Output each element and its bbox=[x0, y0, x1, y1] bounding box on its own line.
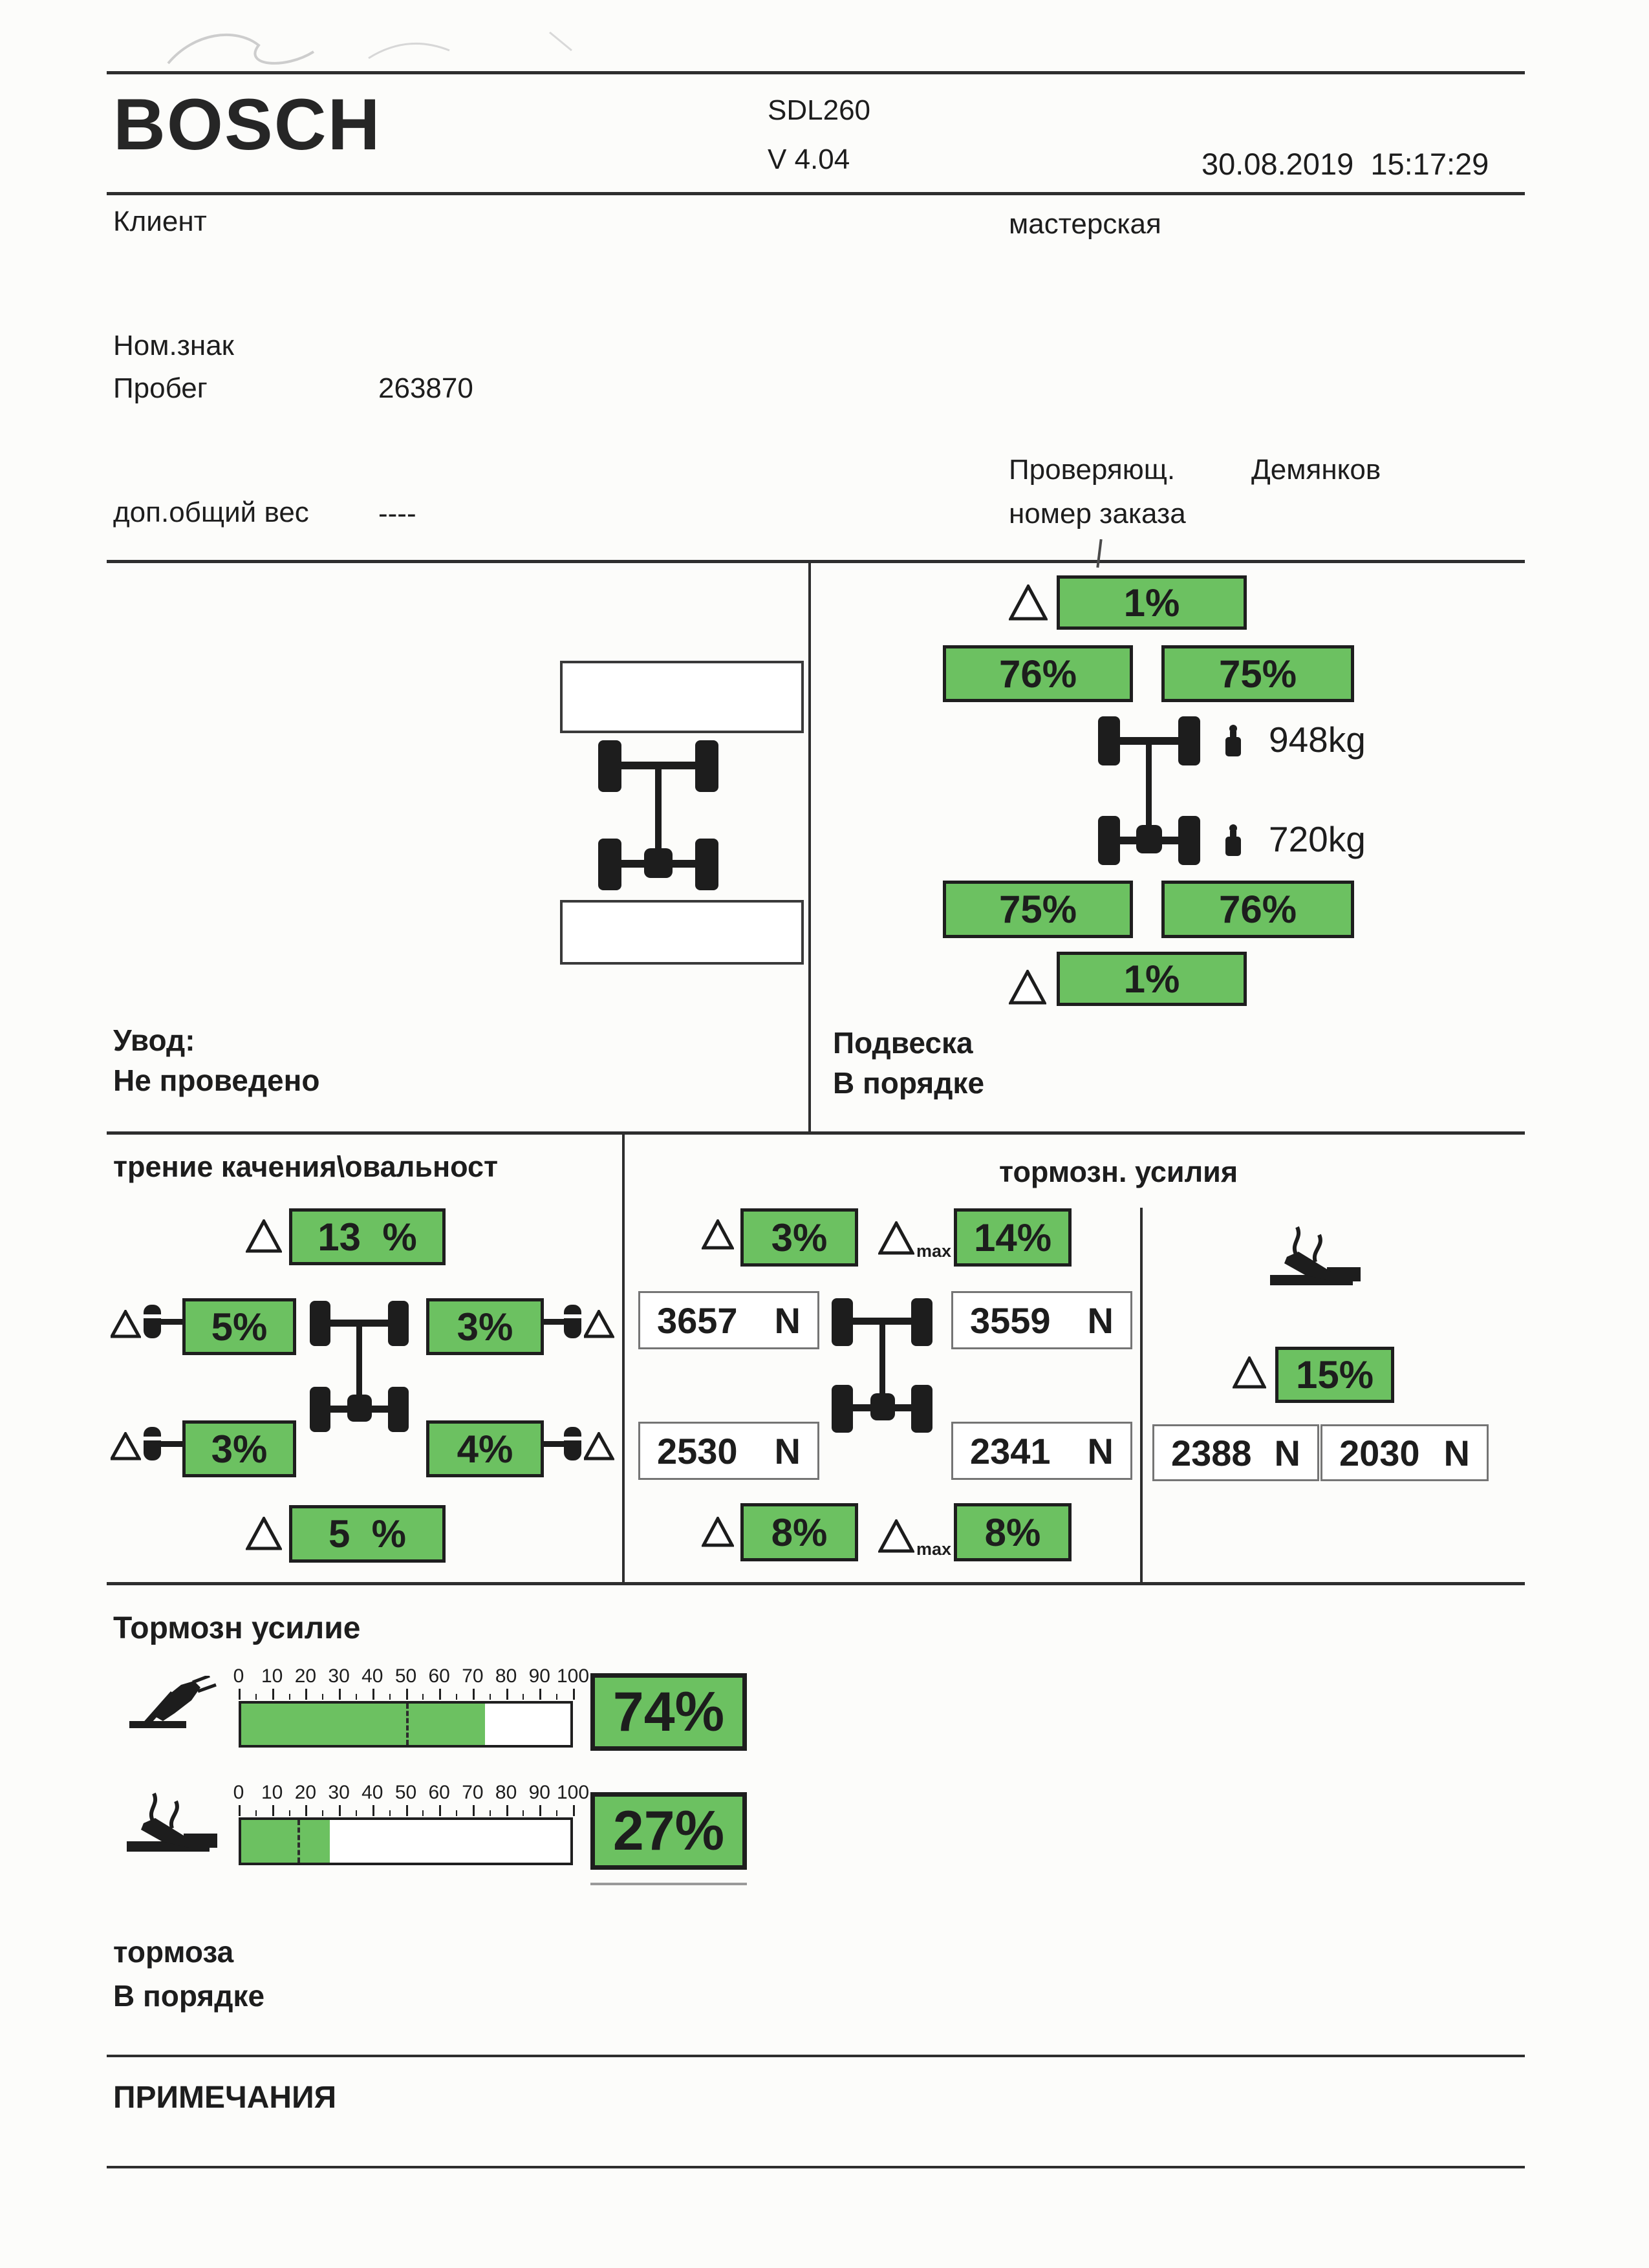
drift-bottom-plate-box bbox=[560, 900, 804, 965]
brakes-label: тормоза bbox=[113, 1935, 234, 1969]
rule-notes-top bbox=[107, 2055, 1525, 2057]
roller-stick bbox=[544, 1319, 565, 1325]
suspension-axle2-weight: 720kg bbox=[1269, 819, 1366, 859]
roller-icon bbox=[144, 1427, 161, 1460]
rolling-axle1-imbalance: 13 % bbox=[289, 1208, 446, 1265]
service-brake-marker bbox=[406, 1704, 409, 1745]
roller-stick bbox=[161, 1319, 182, 1325]
inspector-label: Проверяющ. bbox=[1009, 454, 1176, 486]
scan-shadow bbox=[590, 1883, 747, 1885]
delta-icon bbox=[584, 1432, 614, 1460]
parking-brake-marker bbox=[297, 1820, 300, 1863]
mileage-value: 263870 bbox=[378, 372, 473, 404]
parking-left-force bbox=[1152, 1424, 1319, 1481]
drift-top-plate-box bbox=[560, 661, 804, 733]
rolling-axle2-right: 4% bbox=[426, 1420, 544, 1477]
parking-brake-pedal-icon bbox=[124, 1790, 221, 1854]
rule-section2-top bbox=[107, 1131, 1525, 1135]
divider-lower-right bbox=[1140, 1208, 1143, 1583]
rule-top bbox=[107, 71, 1525, 74]
mileage-label: Пробег bbox=[113, 372, 208, 404]
suspension-axle2-imbalance: 1% bbox=[1057, 952, 1247, 1006]
inspector-value: Демянков bbox=[1251, 454, 1381, 486]
delta-icon bbox=[1009, 970, 1046, 1005]
rolling-axle2-imbalance: 5 % bbox=[289, 1505, 446, 1563]
delta-icon bbox=[246, 1219, 282, 1253]
parking-right-force bbox=[1320, 1424, 1489, 1481]
delta-icon bbox=[111, 1310, 141, 1338]
force-unit: N bbox=[1087, 1430, 1114, 1471]
weight-icon bbox=[1223, 824, 1243, 857]
brake-axle1-right-force bbox=[951, 1291, 1132, 1349]
drift-status: Не проведено bbox=[113, 1064, 320, 1097]
delta-icon bbox=[584, 1310, 614, 1338]
force-unit: N bbox=[1443, 1432, 1470, 1473]
workshop-label: мастерская bbox=[1009, 208, 1161, 240]
roller-icon bbox=[564, 1305, 581, 1338]
brake-axle2-left-force bbox=[638, 1422, 819, 1480]
delta-icon bbox=[1233, 1356, 1266, 1389]
suspension-axle1-weight: 948kg bbox=[1269, 720, 1366, 760]
parking-imbalance: 15% bbox=[1275, 1347, 1394, 1403]
device-version: V 4.04 bbox=[768, 144, 850, 175]
brake-axle2-max-imbalance: 8% bbox=[954, 1503, 1072, 1561]
parking-brake-percent: 27% bbox=[590, 1792, 747, 1870]
report-datetime: 30.08.2019 15:17:29 bbox=[1202, 147, 1489, 181]
divider-middle bbox=[808, 561, 811, 1133]
bar1-scale-labels: 0 10 20 30 40 50 60 70 80 90 100 bbox=[233, 1665, 590, 1687]
force-value: 2341 bbox=[970, 1430, 1051, 1471]
rule-section2-bottom bbox=[107, 1582, 1525, 1585]
force-unit: N bbox=[774, 1300, 801, 1341]
force-unit: N bbox=[1087, 1300, 1114, 1341]
brake-axle1-left-force bbox=[638, 1291, 819, 1349]
rolling-friction-title: трение качения\овальност bbox=[113, 1150, 499, 1183]
plate-label: Ном.знак bbox=[113, 330, 234, 361]
gross-weight-value: ---- bbox=[378, 498, 416, 530]
delta-icon bbox=[246, 1517, 282, 1550]
bar2-scale-ticks bbox=[239, 1805, 573, 1816]
force-value: 2530 bbox=[657, 1430, 738, 1471]
brake-forces-title: тормозн. усилия bbox=[999, 1155, 1238, 1188]
suspension-axle1-right: 75% bbox=[1161, 645, 1354, 702]
force-value: 3657 bbox=[657, 1300, 738, 1341]
weight-icon bbox=[1223, 724, 1243, 758]
force-unit: N bbox=[774, 1430, 801, 1471]
brake-axle1-max-imbalance: 14% bbox=[954, 1208, 1072, 1267]
notes-title: ПРИМЕЧАНИЯ bbox=[113, 2081, 337, 2115]
rule-section1-top bbox=[107, 560, 1525, 563]
rolling-axle2-left: 3% bbox=[182, 1420, 296, 1477]
rule-notes-bottom bbox=[107, 2166, 1525, 2168]
force-value: 3559 bbox=[970, 1300, 1051, 1341]
force-unit: N bbox=[1274, 1432, 1300, 1473]
brake-bars-title: Тормозн усилие bbox=[113, 1611, 361, 1645]
max-label: max bbox=[916, 1539, 952, 1559]
service-brake-fill bbox=[241, 1704, 485, 1745]
brake-axle2-imbalance: 8% bbox=[740, 1503, 858, 1561]
gross-weight-label: доп.общий вес bbox=[113, 497, 309, 528]
bar1-scale-ticks bbox=[239, 1689, 573, 1700]
delta-max-icon bbox=[878, 1519, 914, 1553]
pen-tick-mark bbox=[1096, 539, 1102, 568]
device-name: SDL260 bbox=[768, 94, 871, 126]
brake-axle1-imbalance: 3% bbox=[740, 1208, 858, 1267]
order-number-label: номер заказа bbox=[1009, 498, 1186, 530]
brakes-status: В порядке bbox=[113, 1979, 265, 2013]
roller-stick bbox=[161, 1441, 182, 1447]
force-value: 2030 bbox=[1339, 1432, 1420, 1473]
parking-brake-bar bbox=[239, 1817, 573, 1865]
client-label: Клиент bbox=[113, 206, 207, 237]
suspension-axle1-imbalance: 1% bbox=[1057, 575, 1247, 630]
service-brake-bar bbox=[239, 1701, 573, 1748]
delta-icon bbox=[111, 1432, 141, 1460]
suspension-axle2-right: 76% bbox=[1161, 881, 1354, 938]
rolling-axle1-right: 3% bbox=[426, 1298, 544, 1355]
divider-lower-left bbox=[622, 1133, 625, 1583]
suspension-status: В порядке bbox=[833, 1066, 985, 1100]
parking-brake-pedal-icon bbox=[1267, 1223, 1364, 1288]
rule-header bbox=[107, 192, 1525, 195]
suspension-label: Подвеска bbox=[833, 1026, 973, 1060]
suspension-axle2-left: 75% bbox=[943, 881, 1133, 938]
service-brake-percent: 74% bbox=[590, 1673, 747, 1751]
delta-icon bbox=[702, 1219, 734, 1250]
parking-brake-fill bbox=[241, 1820, 330, 1863]
roller-icon bbox=[564, 1427, 581, 1460]
roller-icon bbox=[144, 1305, 161, 1338]
delta-icon bbox=[702, 1517, 734, 1547]
delta-max-icon bbox=[878, 1221, 914, 1255]
rolling-axle1-left: 5% bbox=[182, 1298, 296, 1355]
bosch-logo: BOSCH bbox=[113, 84, 382, 165]
bar2-scale-labels: 0 10 20 30 40 50 60 70 80 90 100 bbox=[233, 1782, 590, 1803]
drift-label: Увод: bbox=[113, 1023, 195, 1057]
delta-icon bbox=[1009, 584, 1048, 621]
brake-axle2-right-force bbox=[951, 1422, 1132, 1480]
suspension-axle1-left: 76% bbox=[943, 645, 1133, 702]
roller-stick bbox=[544, 1441, 565, 1447]
service-brake-pedal-icon bbox=[128, 1676, 225, 1733]
force-value: 2388 bbox=[1171, 1432, 1252, 1473]
max-label: max bbox=[916, 1241, 952, 1261]
